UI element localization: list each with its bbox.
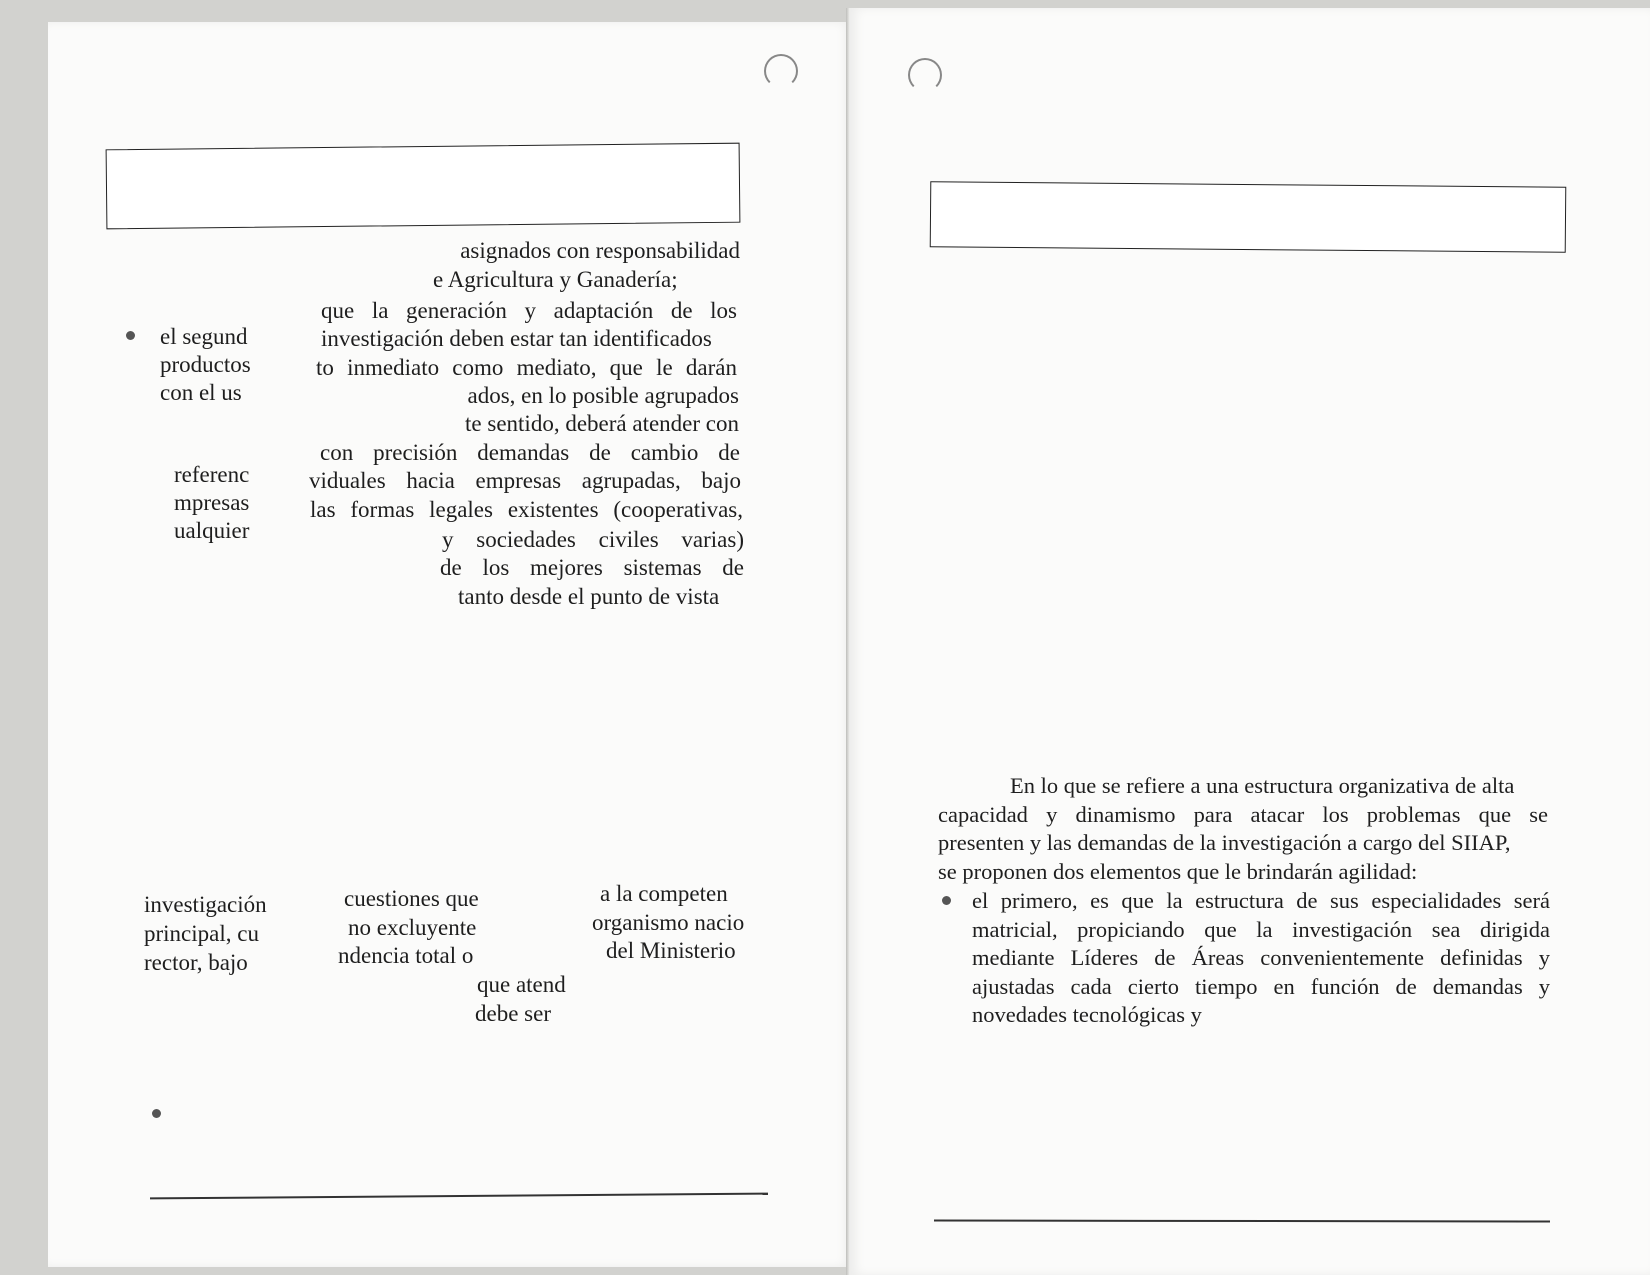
bullet-icon [942, 896, 951, 905]
text-line: tanto desde el punto de vista [458, 584, 720, 609]
text-line: mediante Líderes de Áreas convenientemente definidas y [972, 945, 1550, 970]
text-line: ualquier [174, 518, 250, 543]
text-line: del Ministerio [606, 938, 736, 963]
text-line: que la generación y adaptación de los [321, 298, 737, 323]
punch-hole [908, 58, 942, 92]
text-line: no excluyente [348, 915, 477, 940]
text-line: e Agricultura y Ganadería; [433, 267, 678, 292]
text-line: rector, bajo [144, 950, 248, 975]
header-box [930, 181, 1567, 253]
text-line: matricial, propiciando que la investigación sea dirigida [972, 917, 1550, 942]
text-line: viduales hacia empresas agrupadas, bajo [309, 468, 741, 493]
punch-hole [764, 54, 798, 88]
text-line: novedades tecnológicas y [972, 1002, 1202, 1027]
footer-rule [150, 1193, 768, 1199]
text-line: productos [160, 352, 251, 377]
text-line: ndencia total o [338, 943, 474, 968]
bullet-icon [126, 331, 135, 340]
text-line: investigación deben estar tan identificados [321, 326, 712, 351]
footer-rule [934, 1219, 1550, 1222]
bullet-icon [152, 1109, 161, 1118]
left-page [48, 22, 851, 1267]
text-line: el segund [160, 324, 248, 349]
text-line: ajustadas cada cierto tiempo en función de demandas y [972, 974, 1550, 999]
text-line: con el us [160, 380, 242, 405]
text-line: el primero, es que la estructura de sus especialidades será [972, 888, 1550, 913]
text-line: ados, en lo posible agrupados [467, 383, 739, 408]
text-line: asignados con responsabilidad [460, 238, 740, 263]
text-line: organismo nacio [592, 910, 745, 935]
right-page [850, 8, 1650, 1275]
text-line: En lo que se refiere a una estructura organizativa de alta [1010, 773, 1515, 798]
header-box [106, 143, 741, 230]
text-line: to inmediato como mediato, que le darán [316, 355, 737, 380]
text-line: presenten y las demandas de la investigación a cargo del SIIAP, [938, 830, 1511, 855]
text-line: las formas legales existentes (cooperativas, [310, 497, 743, 522]
text-line: y sociedades civiles varias) [442, 527, 744, 552]
text-line: mpresas [174, 490, 250, 515]
text-line: referenc [174, 462, 250, 487]
text-line: cuestiones que [344, 886, 479, 911]
text-line: capacidad y dinamismo para atacar los problemas que se [938, 802, 1548, 827]
text-line: de los mejores sistemas de [440, 555, 744, 580]
text-line: con precisión demandas de cambio de [320, 440, 740, 465]
text-line: te sentido, deberá atender con [465, 411, 739, 436]
text-line: principal, cu [144, 921, 259, 946]
text-line: investigación [144, 892, 267, 917]
text-line: debe ser [475, 1001, 551, 1026]
text-line: a la competen [600, 881, 728, 906]
text-line: que atend [477, 972, 566, 997]
text-line: se proponen dos elementos que le brindarán agilidad: [938, 859, 1418, 884]
